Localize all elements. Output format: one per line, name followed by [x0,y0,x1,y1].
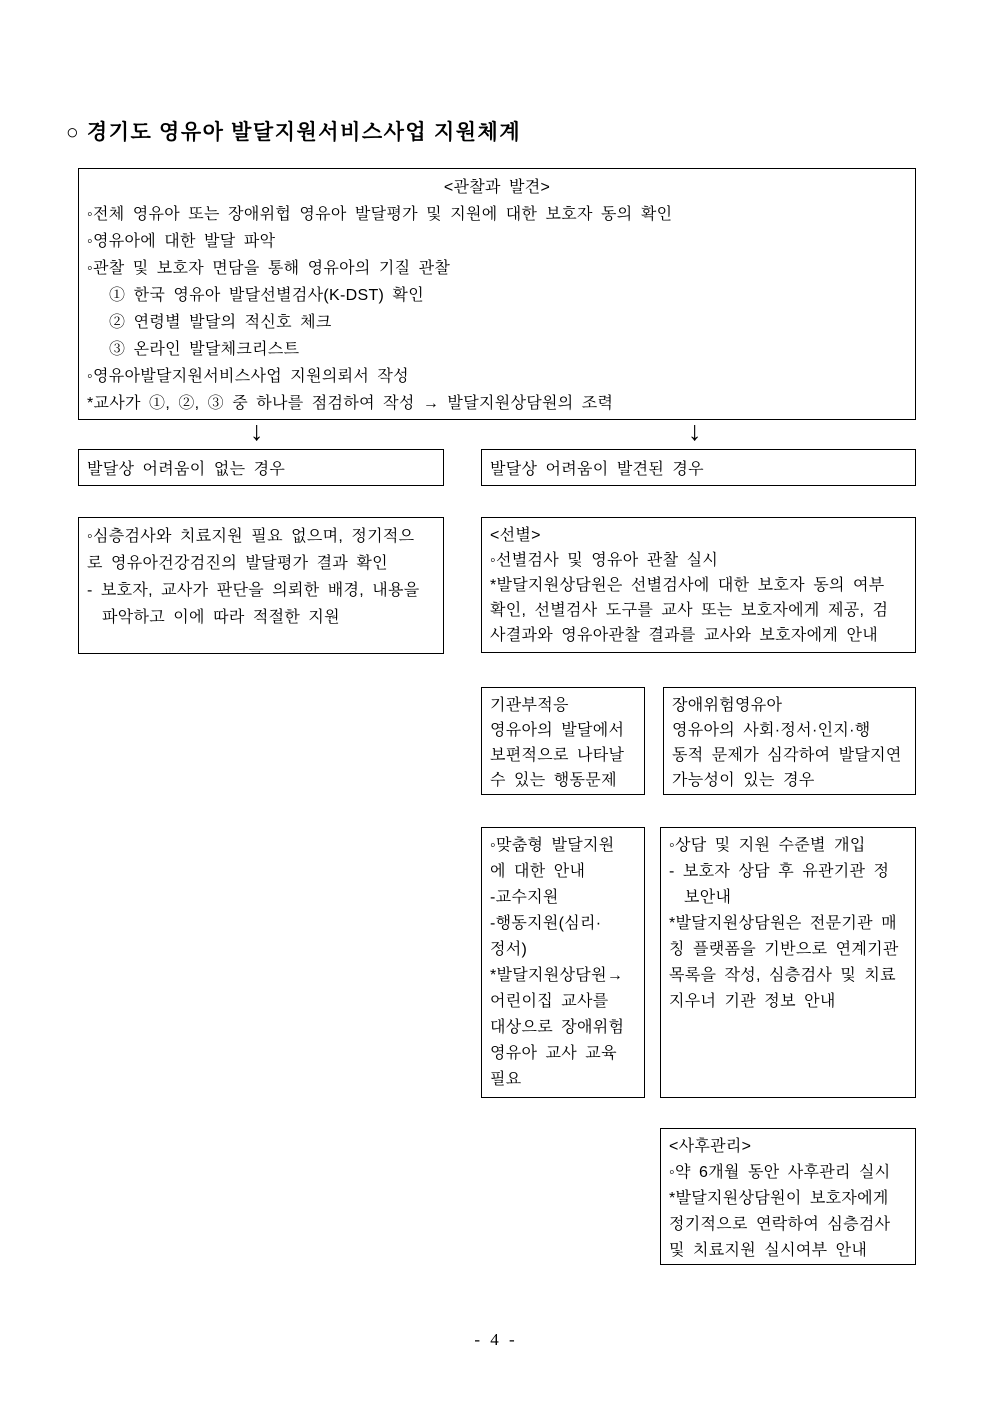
tailored-line: ◦맞춤형 발달지원 [490,837,615,854]
screening-box [481,517,916,653]
observation-line: ◦영유아발달지원서비스사업 지원의뢰서 작성 [87,368,409,385]
followup-line: 및 치료지원 실시여부 안내 [669,1242,868,1259]
counseling-line: 보안내 [684,889,732,906]
observation-discovery-box [78,168,916,420]
screening-line: 확인, 선별검사 도구를 교사 또는 보호자에게 제공, 검 [490,602,889,619]
tailored-line: 영유아 교사 교육 [490,1045,617,1062]
screening-heading: <선별> [490,527,541,544]
no-difficulty-line: 파악하고 이에 따라 적절한 지원 [102,609,340,626]
maladjustment-line: 영유아의 발달에서 [490,722,625,739]
observation-line: ① 한국 영유아 발달선별검사(K-DST) 확인 [109,287,424,304]
counseling-line: 칭 플랫폼을 기반으로 연계기관 [669,941,899,958]
page-title: ○ 경기도 영유아 발달지원서비스사업 지원체계 [66,120,522,144]
tailored-line: *발달지원상담원→ [490,967,624,984]
risk-line: 장애위험영유아 [672,697,783,714]
observation-heading: <관찰과 발견> [443,179,551,196]
counseling-line: ◦상담 및 지원 수준별 개입 [669,837,866,854]
counseling-line: *발달지원상담원은 전문기관 매 [669,915,897,932]
case-no-difficulty-box: 발달상 어려움이 없는 경우 [78,449,444,486]
screening-line: ◦선별검사 및 영유아 관찰 실시 [490,552,719,569]
maladjustment-line: 보편적으로 나타날 [490,747,625,764]
down-arrow-icon: ↓ [250,416,264,446]
tailored-line: -행동지원(심리· [490,915,602,932]
risk-line: 동적 문제가 심각하여 발달지연 [672,747,902,764]
followup-line: ◦약 6개월 동안 사후관리 실시 [669,1164,891,1181]
followup-heading: <사후관리> [669,1138,752,1155]
maladjustment-line: 기관부적응 [490,697,569,714]
observation-line: ◦관찰 및 보호자 면담을 통해 영유아의 기질 관찰 [87,260,451,277]
risk-line: 가능성이 있는 경우 [672,772,815,789]
maladjustment-box [481,687,645,795]
observation-line: ◦전체 영유아 또는 장애위헙 영유아 발달평가 및 지원에 대한 보호자 동의 확인 [87,206,673,223]
observation-line: ③ 온라인 발달체크리스트 [109,341,300,358]
risk-line: 영유아의 사회·정서·인지·행 [672,722,871,739]
observation-line: *교사가 ①, ②, ③ 중 하나를 점검하여 작성 → 발달지원상담원의 조력 [87,395,614,412]
no-difficulty-detail-box [78,517,444,654]
counseling-line: 지우너 기관 정보 안내 [669,993,836,1010]
counseling-line: 목록을 작성, 심층검사 및 치료 [669,967,896,984]
down-arrow-icon: ↓ [688,416,702,446]
screening-line: *발달지원상담원은 선별검사에 대한 보호자 동의 여부 [490,577,885,594]
tailored-line: 정서) [490,941,528,958]
tailored-line: 필요 [490,1071,522,1088]
tailored-line: 대상으로 장애위험 [490,1019,625,1036]
tailored-line: 에 대한 안내 [490,863,586,880]
no-difficulty-line: 로 영유아건강검진의 발달평가 결과 확인 [87,555,388,572]
no-difficulty-line: ◦심층검사와 치료지원 필요 없으며, 정기적으 [87,528,415,545]
no-difficulty-line: - 보호자, 교사가 판단을 의뢰한 배경, 내용을 [87,582,420,599]
tailored-support-box [481,827,645,1098]
counseling-intervention-box [660,827,916,1098]
followup-line: *발달지원상담원이 보호자에게 [669,1190,889,1207]
followup-line: 정기적으로 연락하여 심층검사 [669,1216,891,1233]
tailored-line: 어린이집 교사를 [490,993,609,1010]
counseling-line: - 보호자 상담 후 유관기관 정 [669,863,890,880]
page-number: - 4 - [474,1330,518,1349]
disability-risk-box [663,687,916,795]
maladjustment-line: 수 있는 행동문제 [490,772,617,789]
tailored-line: -교수지원 [490,889,559,906]
followup-box [660,1128,916,1265]
case-difficulty-found-box: 발달상 어려움이 발견된 경우 [481,449,916,486]
observation-line: ② 연령별 발달의 적신호 체크 [109,314,332,331]
screening-line: 사결과와 영유아관찰 결과를 교사와 보호자에게 안내 [490,627,878,644]
observation-line: ◦영유아에 대한 발달 파악 [87,233,276,250]
